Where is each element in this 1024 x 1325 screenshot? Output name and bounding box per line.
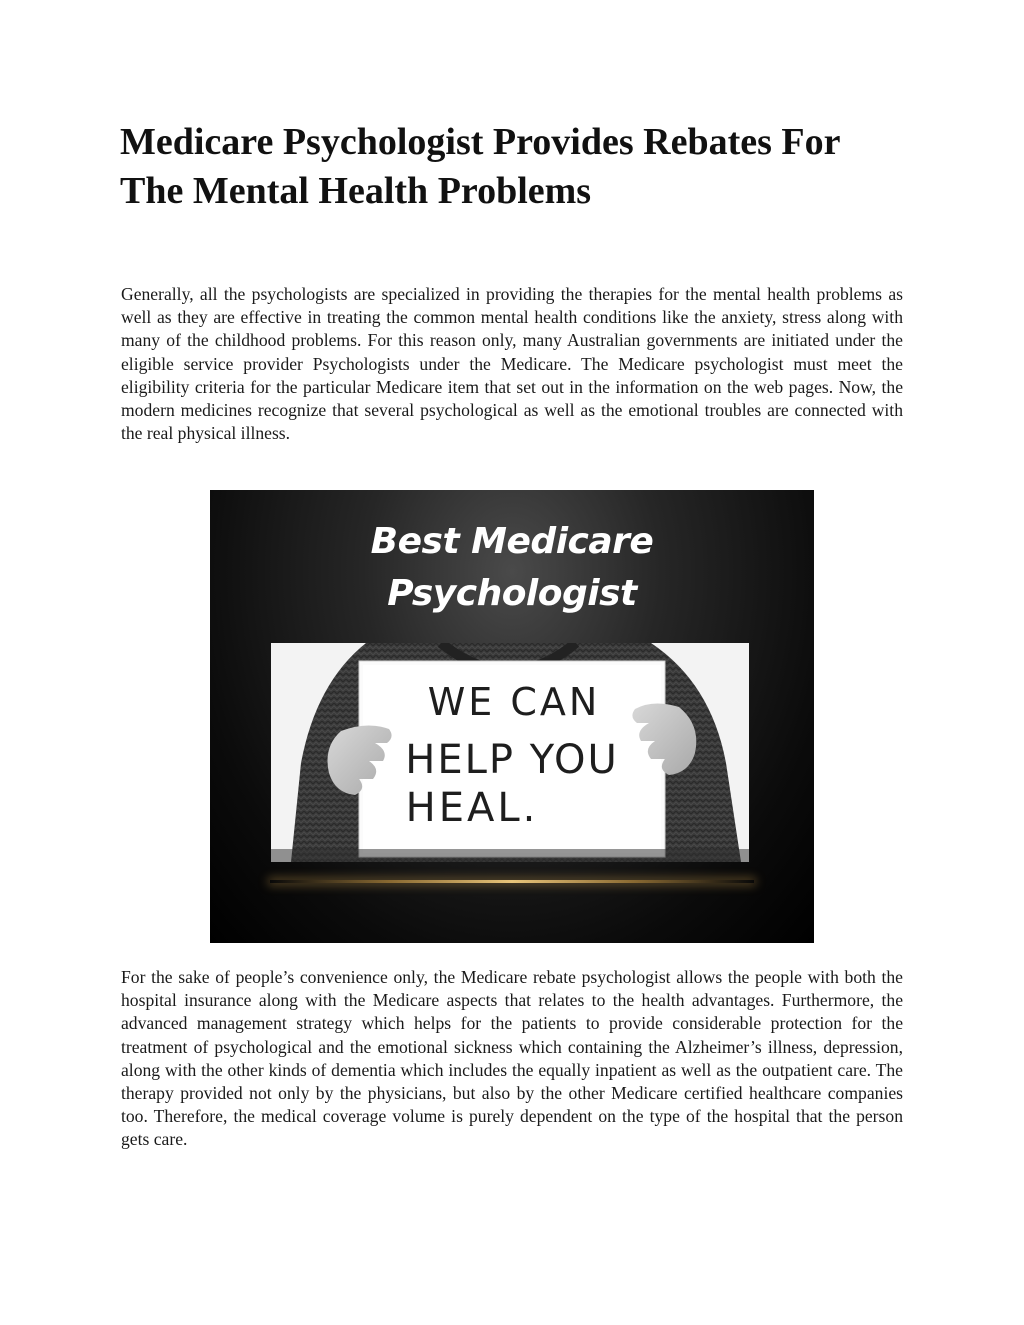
banner-heading [210,516,814,620]
banner-glow-divider [270,880,754,883]
intro-paragraph: Generally, all the psychologists are specialized in providing the therapies for the mental health problems as well as they are effective in treating the common mental health conditions like the anxiety, stress along with many of the childhood problems. For this reason only, many Australian governments are initiated under the eligible service provider Psychologists under the Medicare. The Medicare psychologist must meet the eligibility criteria for the particular Medicare item that set out in the information on the web pages. Now, the modern medicines recognize that several psychological as well as the emotional troubles are connected with the real physical illness. [121,284,903,444]
banner-heading-line-2: Psychologist [387,573,637,614]
person-holding-sign-photo [271,643,749,862]
banner-heading-line-1: Best Medicare [370,521,654,562]
body-paragraph: For the sake of people’s convenience only, the Medicare rebate psychologist allows the people with both the hospital insurance along with the Medicare aspects that relates to the health advantages. Furthermore, the advanced management strategy which helps for the patients to provide considerable protection for the treatment of psychological and the emotional sickness which containing the Alzheimer’s illness, depression, along with the other kinds of dementia which includes the equally inpatient as well as the outpatient care. The therapy provided not only by the physicians, but also by the other Medicare certified healthcare companies too. Therefore, the medical coverage volume is purely dependent on the type of the hospital that the person gets care. [121,967,903,1150]
page-title: Medicare Psychologist Provides Rebates For The Mental Health Problems [120,121,840,212]
banner-image [210,490,814,943]
photo-illustration [271,643,749,862]
sign-text-line-3: HEAL. [405,785,539,831]
sign-text-line-1: WE CAN [427,680,601,724]
sign-text-line-2: HELP YOU [405,737,619,783]
